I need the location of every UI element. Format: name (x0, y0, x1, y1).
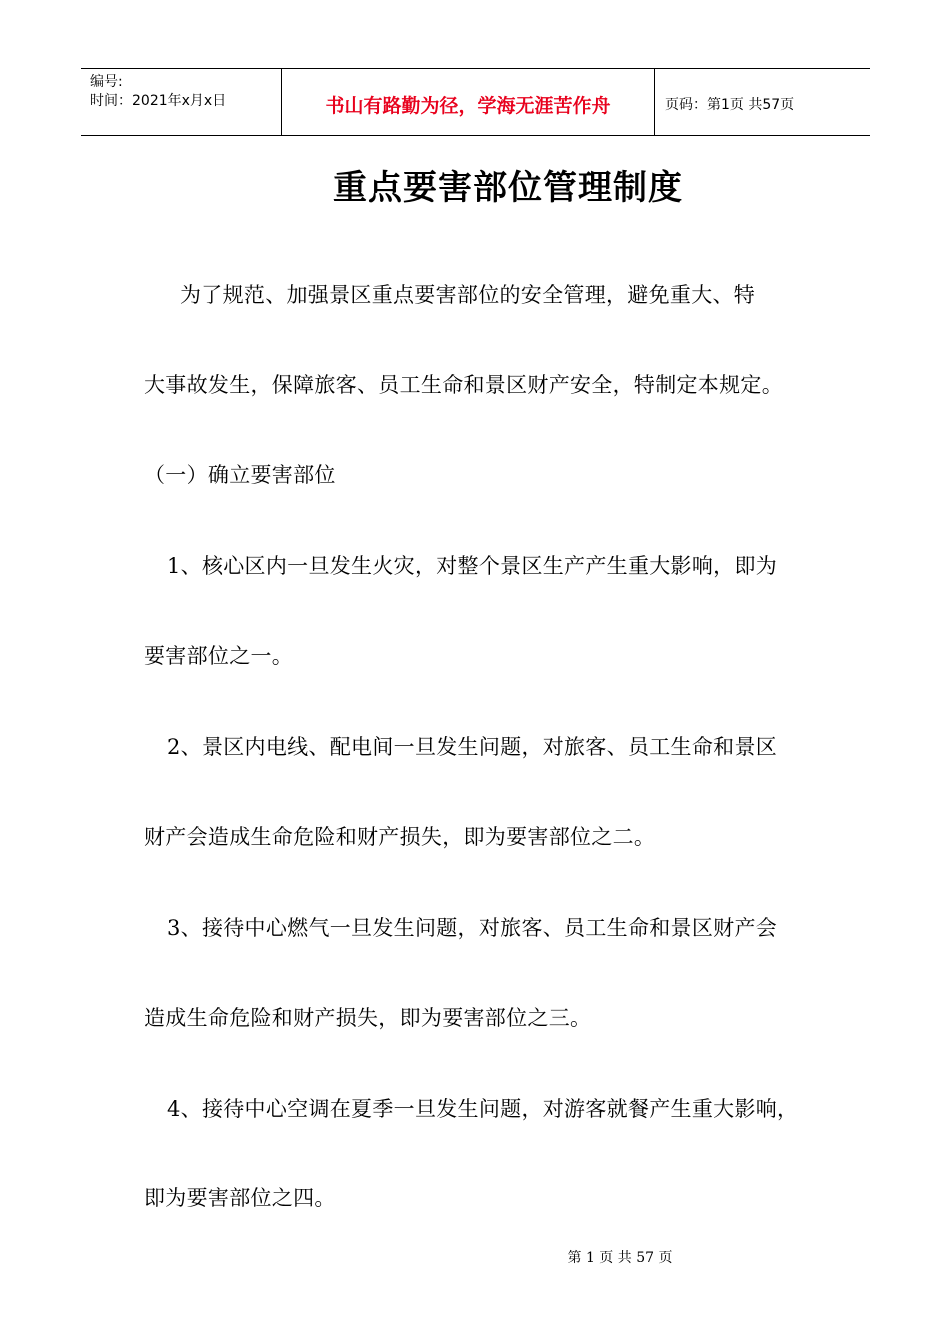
header-meta-cell (81, 69, 282, 135)
body-line: 4、接待中心空调在夏季一旦发生问题，对游客就餐产生重大影响， (167, 1097, 799, 1121)
document-title: 重点要害部位管理制度 (333, 168, 683, 208)
body-line: 3、接待中心燃气一旦发生问题，对旅客、员工生命和景区财产会 (167, 916, 778, 940)
body-line: 财产会造成生命危险和财产损失，即为要害部位之二。 (144, 825, 656, 849)
section-heading: （一）确立要害部位 (144, 463, 336, 487)
header-time-label: 时间：2021年x月x日 (90, 93, 227, 109)
page-footer: 第 1 页 共 57 页 (567, 1250, 673, 1266)
body-line: 为了规范、加强景区重点要害部位的安全管理，避免重大、特 (180, 283, 756, 307)
body-line: 要害部位之一。 (144, 644, 294, 668)
body-line: 大事故发生，保障旅客、员工生命和景区财产安全，特制定本规定。 (144, 373, 783, 397)
body-line: 1、核心区内一旦发生火灾，对整个景区生产产生重大影响，即为 (167, 554, 778, 578)
header-motto: 书山有路勤为径，学海无涯苦作舟 (282, 69, 655, 135)
body-line: 造成生命危险和财产损失，即为要害部位之三。 (144, 1006, 592, 1030)
document-header (81, 68, 870, 136)
body-line: 即为要害部位之四。 (144, 1186, 336, 1210)
header-page-info: 页码：第1页 共57页 (665, 97, 795, 113)
header-number-label: 编号: (90, 74, 123, 90)
body-line: 2、景区内电线、配电间一旦发生问题，对旅客、员工生命和景区 (167, 735, 778, 759)
